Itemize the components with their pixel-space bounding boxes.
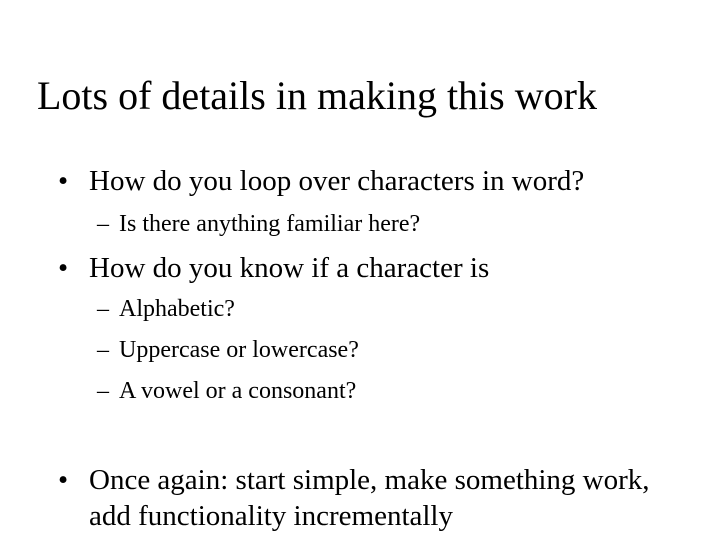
sub-bullet-mark: – (97, 211, 109, 237)
bullet-text: How do you loop over characters in word? (89, 165, 585, 197)
sub-bullet-item (97, 294, 235, 324)
sub-bullet-text: Uppercase or lowercase? (119, 337, 359, 363)
sub-bullet-mark: – (97, 296, 109, 322)
sub-bullet-item (97, 209, 420, 239)
bullet-mark: • (58, 464, 69, 496)
bullet-mark: • (58, 252, 69, 284)
bullet-text: How do you know if a character is (89, 252, 490, 284)
bullet-item (58, 462, 689, 534)
sub-bullet-mark: – (97, 337, 109, 363)
sub-bullet-item (97, 335, 359, 365)
sub-bullet-mark: – (97, 378, 109, 404)
sub-bullet-text: Is there anything familiar here? (119, 211, 421, 237)
bullet-text: Once again: start simple, make something work, add functionality incrementally (89, 464, 650, 532)
sub-bullet-item (97, 376, 356, 406)
sub-bullet-text: Alphabetic? (119, 296, 235, 322)
sub-bullet-text: A vowel or a consonant? (119, 378, 357, 404)
bullet-item (58, 250, 689, 286)
slide-title: Lots of details in making this work (37, 73, 597, 118)
bullet-item (58, 163, 689, 199)
bullet-mark: • (58, 165, 69, 197)
